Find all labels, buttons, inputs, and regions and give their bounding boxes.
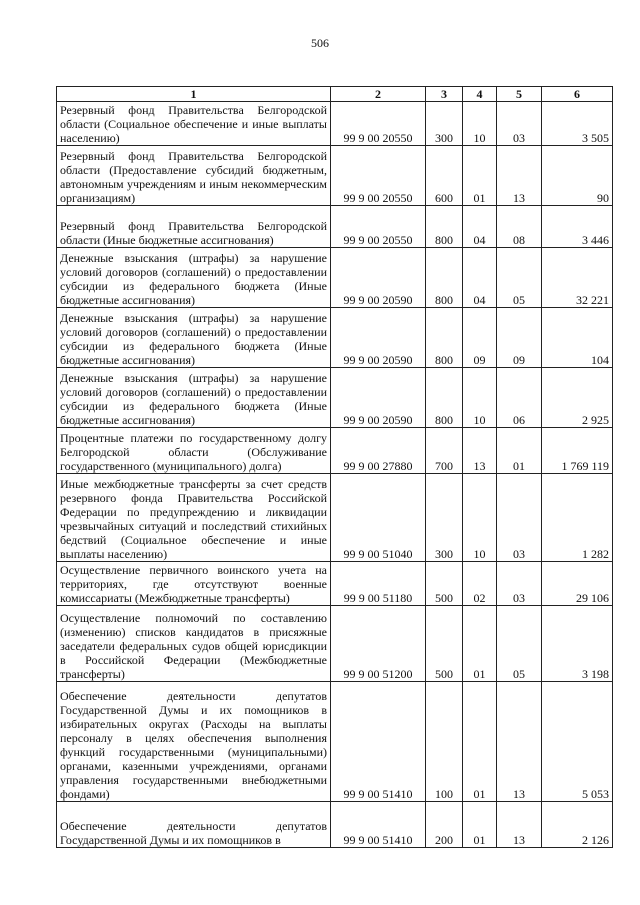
row-section: 10 [463, 474, 497, 562]
row-target-code: 99 9 00 20590 [331, 368, 426, 428]
table-row [57, 248, 613, 308]
row-subsection: 13 [497, 146, 542, 206]
row-section: 09 [463, 308, 497, 368]
row-name: Обеспечение деятельности депутатов Государственной Думы и их помощников в избирательных округах (Расходы на выплаты персоналу в целях обеспечения выполнения функций государственными (муниципальными) органами, казенными учреждениями, органами управления государственными внебюджетными фондами) [57, 682, 331, 802]
row-target-code: 99 9 00 20590 [331, 308, 426, 368]
row-amount: 104 [542, 308, 613, 368]
row-name: Осуществление первичного воинского учета на территориях, где отсутствуют военные комиссариаты (Межбюджетные трансферты) [57, 562, 331, 606]
row-target-code: 99 9 00 51410 [331, 802, 426, 848]
table-row [57, 308, 613, 368]
row-expense-type: 800 [426, 248, 463, 308]
table-header-row [57, 87, 613, 102]
table-row [57, 562, 613, 606]
row-amount: 1 769 119 [542, 428, 613, 474]
table-row [57, 474, 613, 562]
row-target-code: 99 9 00 20550 [331, 102, 426, 146]
table-row [57, 682, 613, 802]
row-subsection: 13 [497, 802, 542, 848]
header-col-1: 1 [57, 87, 331, 102]
row-subsection: 05 [497, 606, 542, 682]
row-subsection: 01 [497, 428, 542, 474]
header-col-4: 4 [463, 87, 497, 102]
table-row [57, 146, 613, 206]
budget-table [56, 86, 613, 848]
row-section: 10 [463, 102, 497, 146]
row-subsection: 08 [497, 206, 542, 248]
row-name: Резервный фонд Правительства Белгородской области (Социальное обеспечение и иные выплаты населению) [57, 102, 331, 146]
table-row [57, 428, 613, 474]
row-section: 02 [463, 562, 497, 606]
row-expense-type: 300 [426, 102, 463, 146]
row-amount: 32 221 [542, 248, 613, 308]
table-row [57, 606, 613, 682]
row-amount: 3 505 [542, 102, 613, 146]
row-amount: 3 198 [542, 606, 613, 682]
row-name: Денежные взыскания (штрафы) за нарушение условий договоров (соглашений) о предоставлении субсидии из федерального бюджета (Иные бюджетные ассигнования) [57, 248, 331, 308]
row-amount: 90 [542, 146, 613, 206]
row-expense-type: 200 [426, 802, 463, 848]
row-section: 01 [463, 802, 497, 848]
row-section: 01 [463, 606, 497, 682]
row-expense-type: 600 [426, 146, 463, 206]
row-expense-type: 100 [426, 682, 463, 802]
row-subsection: 03 [497, 474, 542, 562]
row-amount: 3 446 [542, 206, 613, 248]
row-expense-type: 500 [426, 606, 463, 682]
row-name: Резервный фонд Правительства Белгородской области (Предоставление субсидий бюджетным, автономным учреждениям и иным некоммерческим организациям) [57, 146, 331, 206]
row-name: Процентные платежи по государственному долгу Белгородской области (Обслуживание государственного (муниципального) долга) [57, 428, 331, 474]
row-name: Денежные взыскания (штрафы) за нарушение условий договоров (соглашений) о предоставлении субсидии из федерального бюджета (Иные бюджетные ассигнования) [57, 368, 331, 428]
table-row [57, 802, 613, 848]
table-row [57, 206, 613, 248]
row-subsection: 03 [497, 562, 542, 606]
row-expense-type: 800 [426, 206, 463, 248]
row-section: 13 [463, 428, 497, 474]
row-target-code: 99 9 00 20550 [331, 206, 426, 248]
row-amount: 2 925 [542, 368, 613, 428]
row-expense-type: 800 [426, 308, 463, 368]
row-target-code: 99 9 00 51180 [331, 562, 426, 606]
row-name: Денежные взыскания (штрафы) за нарушение условий договоров (соглашений) о предоставлении субсидии из федерального бюджета (Иные бюджетные ассигнования) [57, 308, 331, 368]
row-target-code: 99 9 00 51200 [331, 606, 426, 682]
row-section: 10 [463, 368, 497, 428]
row-name: Осуществление полномочий по составлению (изменению) списков кандидатов в присяжные заседатели федеральных судов общей юрисдикции в Российской Федерации (Межбюджетные трансферты) [57, 606, 331, 682]
header-col-3: 3 [426, 87, 463, 102]
row-name: Резервный фонд Правительства Белгородской области (Иные бюджетные ассигнования) [57, 206, 331, 248]
row-expense-type: 500 [426, 562, 463, 606]
row-target-code: 99 9 00 20590 [331, 248, 426, 308]
table-row [57, 102, 613, 146]
page-number: 506 [311, 36, 329, 50]
row-expense-type: 700 [426, 428, 463, 474]
row-target-code: 99 9 00 51410 [331, 682, 426, 802]
row-amount: 29 106 [542, 562, 613, 606]
row-name: Обеспечение деятельности депутатов Государственной Думы и их помощников в [57, 802, 331, 848]
row-target-code: 99 9 00 20550 [331, 146, 426, 206]
row-amount: 2 126 [542, 802, 613, 848]
row-subsection: 06 [497, 368, 542, 428]
row-subsection: 09 [497, 308, 542, 368]
header-col-2: 2 [331, 87, 426, 102]
row-section: 04 [463, 206, 497, 248]
row-name: Иные межбюджетные трансферты за счет средств резервного фонда Правительства Российской Федерации по предупреждению и ликвидации чрезвычайных ситуаций и последствий стихийных бедствий (Социальное обеспечение и иные выплаты населению) [57, 474, 331, 562]
row-section: 01 [463, 682, 497, 802]
row-expense-type: 800 [426, 368, 463, 428]
row-target-code: 99 9 00 27880 [331, 428, 426, 474]
row-subsection: 03 [497, 102, 542, 146]
row-target-code: 99 9 00 51040 [331, 474, 426, 562]
row-amount: 5 053 [542, 682, 613, 802]
table-row [57, 368, 613, 428]
row-subsection: 13 [497, 682, 542, 802]
row-amount: 1 282 [542, 474, 613, 562]
row-section: 04 [463, 248, 497, 308]
header-col-5: 5 [497, 87, 542, 102]
row-subsection: 05 [497, 248, 542, 308]
header-col-6: 6 [542, 87, 613, 102]
row-section: 01 [463, 146, 497, 206]
row-expense-type: 300 [426, 474, 463, 562]
